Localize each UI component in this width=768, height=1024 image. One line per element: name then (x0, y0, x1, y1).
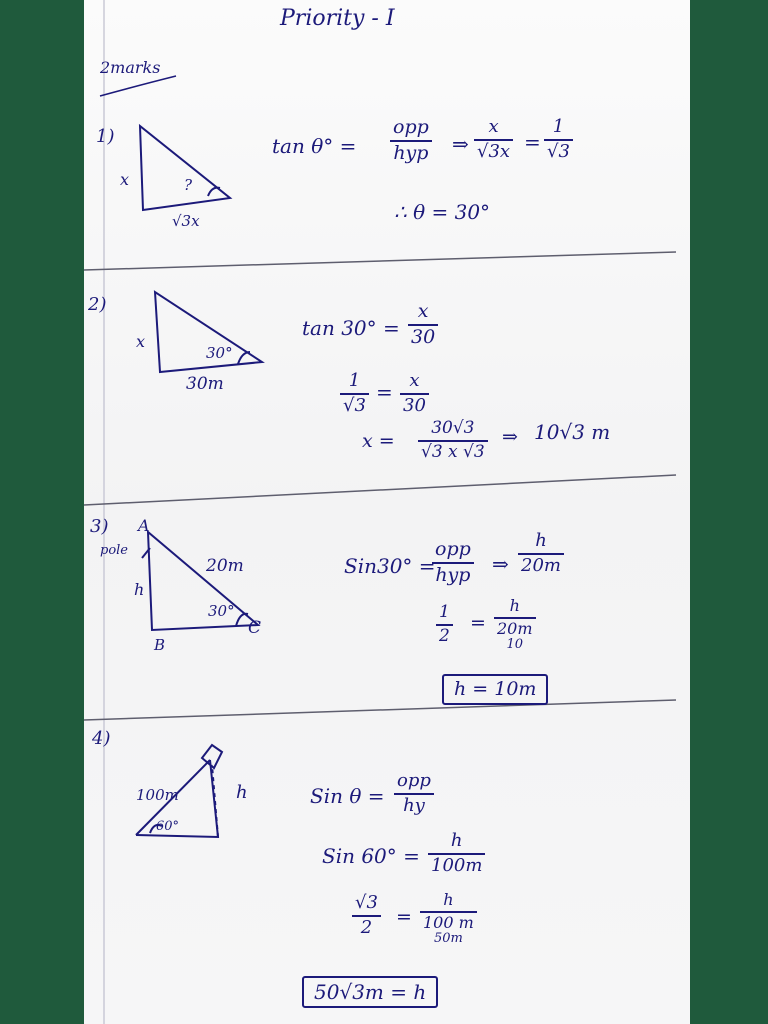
numerator: √3 (355, 892, 378, 913)
p3-eq1-lhs: Sin30° = (344, 554, 436, 578)
subtitle-underline (100, 76, 176, 96)
numerator: 1 (439, 602, 450, 622)
p2-eq2-equals: = (376, 380, 393, 404)
p4-eq2-lhs: Sin 60° = (322, 844, 420, 868)
p2-side-label: x (136, 332, 146, 351)
page-subtitle: 2marks (100, 58, 161, 77)
denominator: 100 m (423, 912, 474, 932)
denominator: √3x (477, 140, 511, 162)
p3-hyp-label: 20m (206, 556, 244, 576)
p2-base-label: 30m (186, 374, 224, 394)
p2-eq3-lhs: x = (362, 430, 395, 452)
p4-eq3-frac-b (420, 892, 477, 945)
p2-eq1-lhs: tan 30° = (302, 316, 400, 340)
p1-frac-one (544, 118, 573, 162)
p1-frac-x (474, 118, 513, 162)
p1-frac-opp-hyp (390, 118, 432, 164)
p3-pole-label: pole (100, 543, 128, 558)
problem-2-number: 2) (88, 294, 107, 315)
p1-side-label: x (120, 170, 130, 189)
p2-eq1-frac (408, 302, 438, 348)
denominator: hy (403, 794, 425, 816)
p3-vertex-c: C (248, 618, 262, 638)
p4-result-box: 50√3m = h (302, 976, 438, 1008)
denominator: 30 (403, 394, 426, 416)
p4-hyp-label: 100m (136, 786, 179, 804)
p1-base-label: √3x (172, 212, 200, 230)
p2-eq3-result: 10√3 m (534, 420, 611, 444)
denominator: √3 x √3 (421, 441, 485, 462)
numerator: h (450, 830, 463, 851)
problem-4-number: 4) (92, 728, 111, 749)
p4-eq1-frac (394, 772, 434, 816)
triangle-3 (142, 532, 258, 630)
p2-eq3-frac (418, 420, 488, 462)
denominator-reduced: 10 (506, 636, 524, 652)
p3-eq2-frac-a (436, 604, 453, 646)
p2-eq3-arrow: ⇒ (502, 426, 518, 448)
numerator: h (443, 890, 454, 909)
p2-angle-label: 30° (206, 344, 233, 362)
p1-eq1-lhs: tan θ° = (272, 134, 357, 158)
p3-eq2-frac-b (494, 598, 536, 651)
numerator: 1 (552, 116, 565, 137)
denominator: 20m (521, 554, 561, 576)
divider-2 (84, 475, 676, 505)
numerator: x (488, 116, 499, 137)
numerator: 1 (348, 370, 361, 391)
p3-height-label: h (134, 580, 145, 599)
p4-height-label: h (236, 782, 248, 803)
p3-angle-label: 30° (208, 602, 235, 620)
p1-result: ∴ θ = 30° (394, 200, 491, 224)
p3-vertex-a: A (138, 516, 150, 535)
p4-angle-label: 60° (156, 819, 180, 834)
denominator: √3 (547, 140, 570, 162)
p3-eq1-frac (432, 540, 474, 586)
p1-angle-label: ? (184, 176, 193, 194)
denominator-reduced: 50m (433, 930, 463, 946)
denominator: 30 (411, 325, 436, 348)
numerator: h (509, 596, 520, 615)
p3-eq1-arrow: ⇒ (492, 552, 509, 576)
triangle-1 (140, 126, 230, 210)
numerator: opp (393, 116, 429, 138)
p1-arrow: ⇒ (452, 132, 469, 156)
divider-1 (84, 252, 676, 270)
denominator: hyp (393, 141, 429, 164)
problem-1-number: 1) (96, 126, 115, 147)
problem-3-number: 3) (90, 516, 109, 537)
denominator: hyp (435, 563, 471, 586)
p1-equals: = (524, 130, 541, 154)
p3-eq2-equals: = (470, 612, 486, 634)
p4-eq1-lhs: Sin θ = (310, 784, 385, 808)
denominator: 2 (360, 916, 373, 938)
numerator: 30√3 (431, 418, 475, 438)
p4-eq3-frac-a (352, 894, 381, 938)
numerator: x (409, 370, 420, 391)
p2-eq2-frac-b (400, 372, 429, 416)
denominator: 20m (497, 618, 533, 638)
denominator: 100m (431, 854, 483, 876)
numerator: opp (397, 770, 431, 791)
page-title: Priority - I (280, 6, 395, 31)
denominator: 2 (439, 625, 450, 646)
p3-eq1-frac-b (518, 532, 564, 576)
p2-eq2-frac-a (340, 372, 369, 416)
p3-vertex-b: B (154, 636, 166, 654)
numerator: x (417, 300, 429, 322)
divider-3 (84, 700, 676, 720)
numerator: h (535, 530, 547, 551)
numerator: opp (435, 538, 471, 560)
p4-eq2-frac (428, 832, 485, 876)
p3-result-box: h = 10m (442, 674, 548, 705)
denominator: √3 (343, 394, 366, 416)
p4-eq3-equals: = (396, 906, 412, 928)
